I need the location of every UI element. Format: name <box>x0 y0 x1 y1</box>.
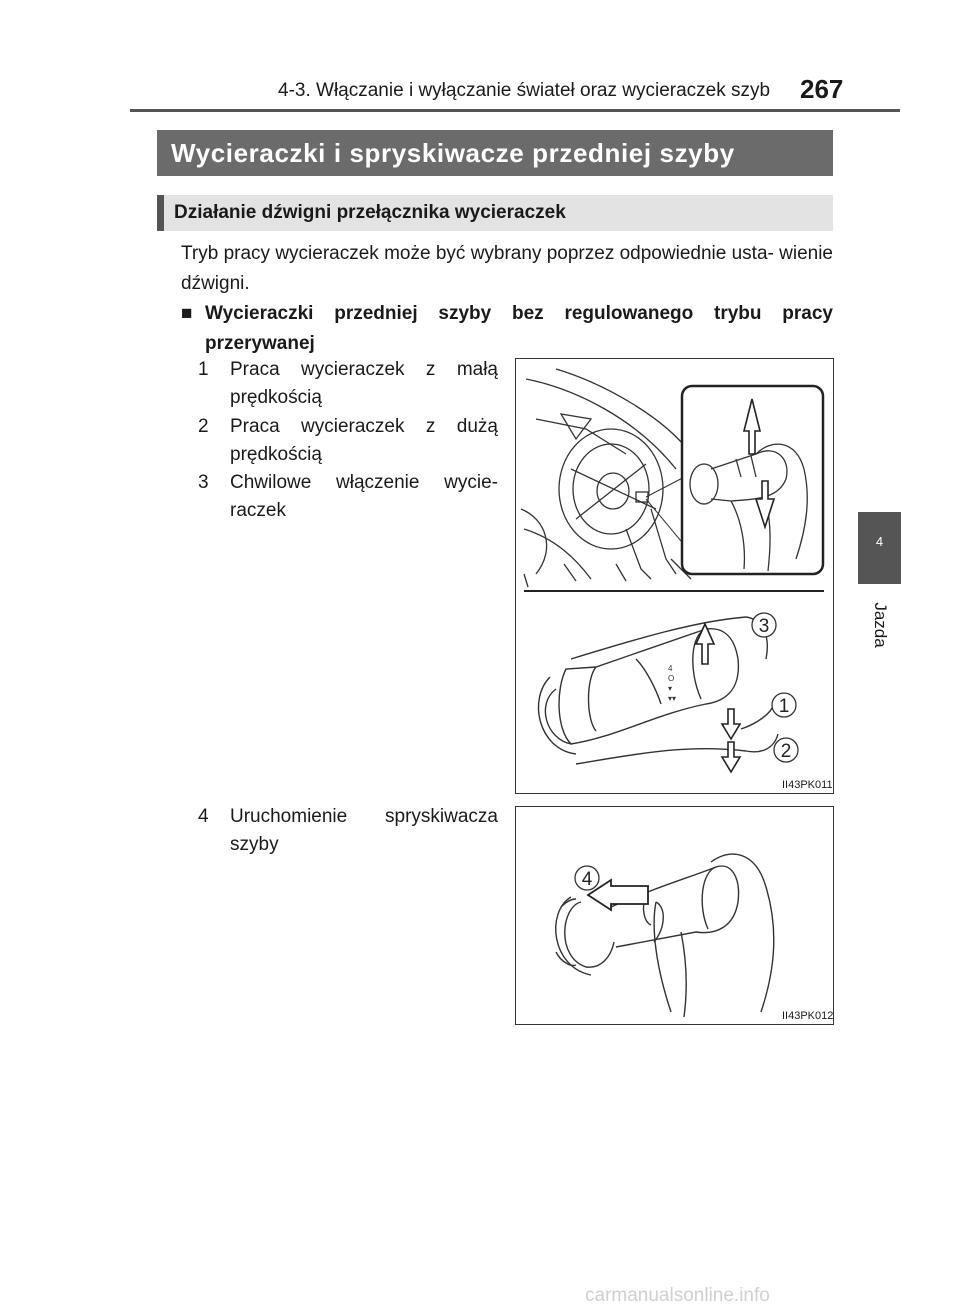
washer-lever-illustration <box>516 807 833 1024</box>
chapter-label <box>854 595 906 655</box>
list-item <box>198 413 498 469</box>
figure-code: II43PK011 <box>782 779 833 791</box>
sub-heading: Działanie dźwigni przełącznika wycieraczek <box>157 195 833 231</box>
list-item <box>198 356 498 412</box>
item-text: Chwilowe włączenie wycie- raczek <box>230 472 498 521</box>
main-heading: Wycieraczki i spryskiwacze przedniej szyby <box>157 130 833 176</box>
header-rule <box>130 109 900 112</box>
item-text: Uruchomienie spryskiwacza szyby <box>230 806 498 855</box>
item-number: 4 <box>198 806 209 827</box>
page-number: 267 <box>800 74 844 104</box>
item-number: 2 <box>198 416 209 437</box>
chapter-label-text: Jazda <box>871 602 890 648</box>
item-number: 3 <box>198 472 209 493</box>
bullet-square-icon: ■ <box>181 303 193 324</box>
chapter-tab: 4 <box>858 512 901 584</box>
figure-washer-lever <box>515 806 834 1025</box>
callout-2: 2 <box>780 741 792 762</box>
list-item <box>198 803 498 859</box>
figure-code: II43PK012 <box>782 1010 834 1022</box>
wiper-lever-illustration <box>516 359 833 793</box>
bullet-text: Wycieraczki przedniej szyby bez regulowanego trybu pracy przerywanej <box>205 303 833 354</box>
item-number: 1 <box>198 359 209 380</box>
bullet-heading <box>181 299 833 359</box>
callout-1: 1 <box>778 696 790 717</box>
watermark: carmanualsonline.info <box>585 1285 770 1306</box>
list-item <box>198 469 498 525</box>
callout-3: 3 <box>758 616 770 637</box>
item-text: Praca wycieraczek z dużą prędkością <box>230 416 498 465</box>
item-text: Praca wycieraczek z małą prędkością <box>230 359 498 408</box>
callout-4: 4 <box>581 869 593 890</box>
header-section-title: 4-3. Włączanie i wyłączanie świateł oraz wycieraczek szyb <box>278 80 771 101</box>
svg-text:▾▾: ▾▾ <box>668 694 677 703</box>
svg-text:O: O <box>668 674 675 683</box>
svg-text:4: 4 <box>668 664 673 673</box>
svg-text:▾: ▾ <box>668 684 673 693</box>
intro-paragraph: Tryb pracy wycieraczek może być wybrany poprzez odpowiednie usta- wienie dźwigni. <box>181 243 833 294</box>
figure-wiper-lever <box>515 358 834 794</box>
